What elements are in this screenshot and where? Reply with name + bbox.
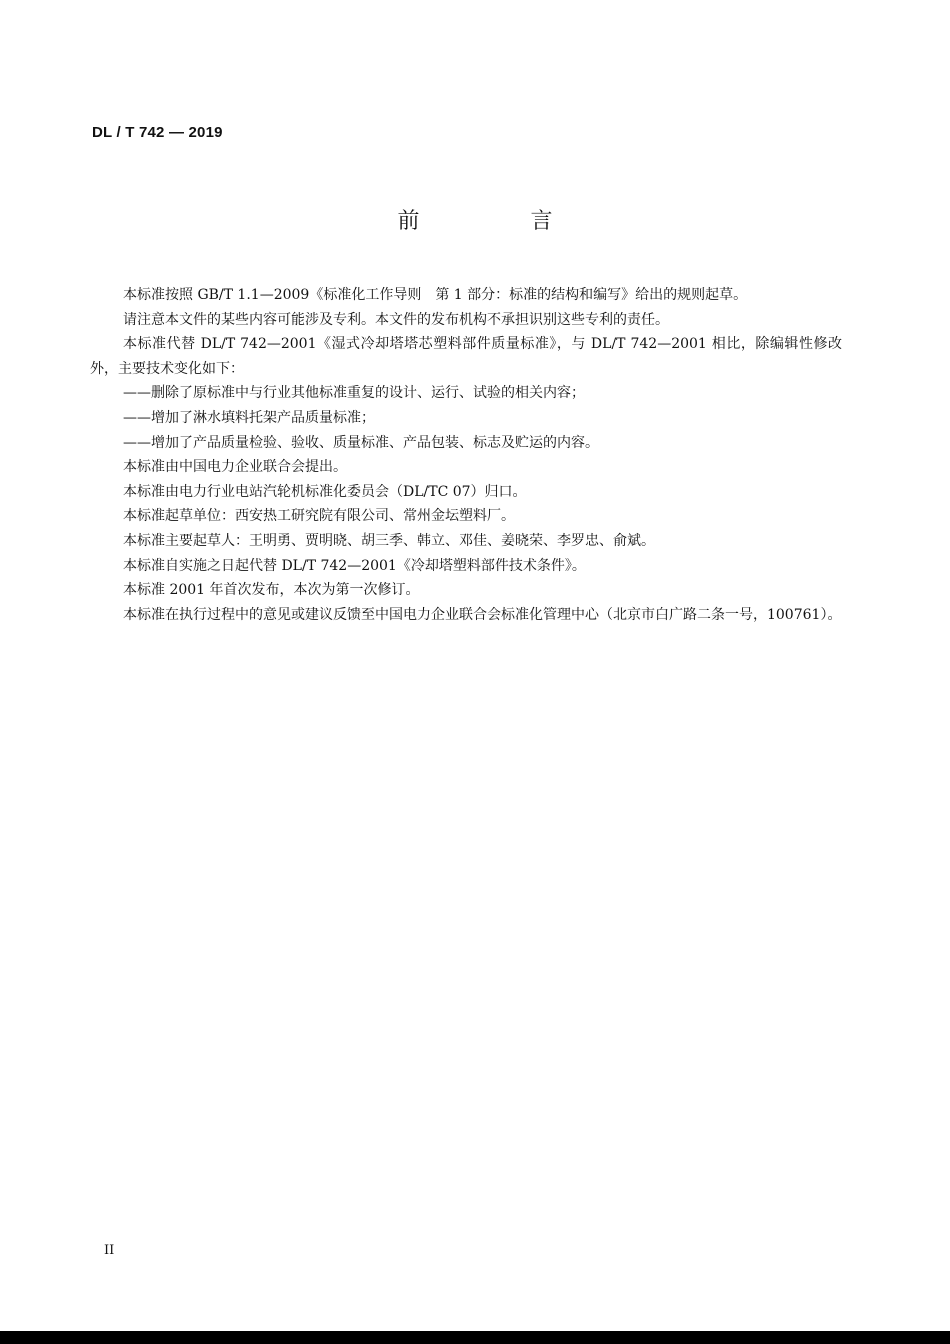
paragraph-drafters: 本标准主要起草人：王明勇、贾明晓、胡三季、韩立、邓佳、姜晓荣、李罗忠、俞斌。 [123,532,655,549]
page-number: II [104,1243,115,1258]
list-item-change-1: ——删除了原标准中与行业其他标准重复的设计、运行、试验的相关内容； [123,385,585,402]
paragraph-drafting-units: 本标准起草单位：西安热工研究院有限公司、常州金坛塑料厂。 [123,508,515,525]
list-item-change-3: ——增加了产品质量检验、验收、质量标准、产品包装、标志及贮运的内容。 [123,434,599,451]
paragraph-drafting-rules: 本标准按照 GB/T 1.1—2009《标准化工作导则 第 1 部分：标准的结构和编写》给出的规则起草。 [123,287,748,303]
paragraph-feedback: 本标准在执行过程中的意见或建议反馈至中国电力企业联合会标准化管理中心（北京市白广路二条一号，100761）。 [123,606,842,623]
standard-code: DL / T 742 — 2019 [92,124,223,141]
page-title: 前 言 [397,209,605,234]
paragraph-patent-notice: 请注意本文件的某些内容可能涉及专利。本文件的发布机构不承担识别这些专利的责任。 [123,311,669,328]
foreword-body [90,283,842,627]
paragraph-committee: 本标准由电力行业电站汽轮机标准化委员会（DL/TC 07）归口。 [123,483,527,500]
paragraph-supersedes: 本标准自实施之日起代替 DL/T 742—2001《冷却塔塑料部件技术条件》。 [123,557,586,574]
paragraph-history: 本标准 2001 年首次发布，本次为第一次修订。 [123,582,420,599]
paragraph-replacement: 本标准代替 DL/T 742—2001《湿式冷却塔塔芯塑料部件质量标准》，与 DL/T 742—2001 相比，除编辑性修改外，主要技术变化如下： [90,336,842,377]
bottom-edge-bar [0,1331,950,1344]
list-item-change-2: ——增加了淋水填料托架产品质量标准； [123,409,375,426]
paragraph-proposer: 本标准由中国电力企业联合会提出。 [123,459,347,476]
